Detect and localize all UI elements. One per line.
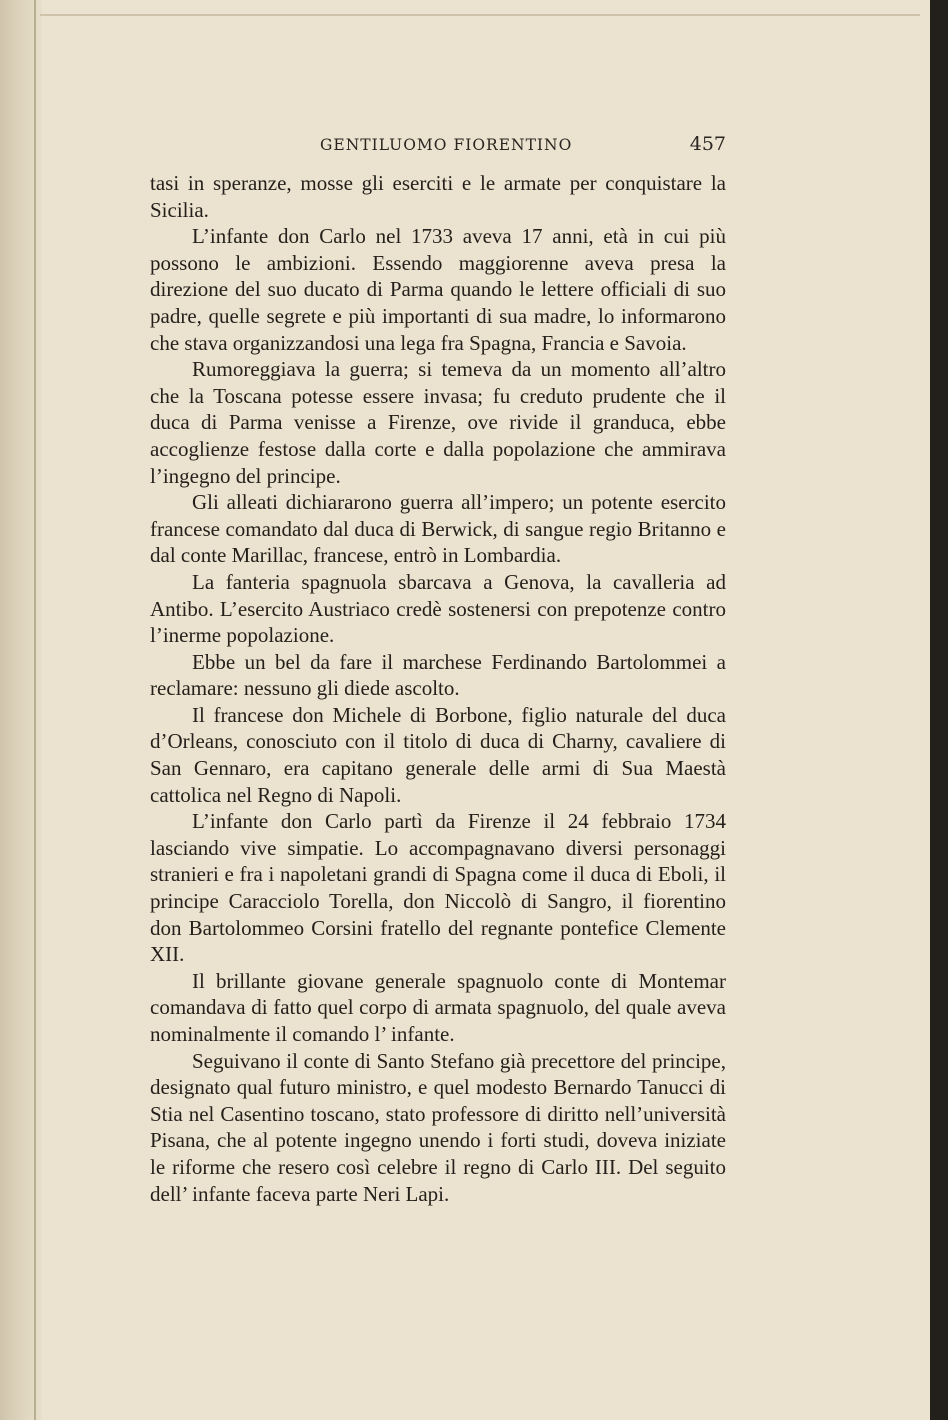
paragraph-9: Il brillante giovane generale spagnuolo conte di Montemar comandava di fatto quel corpo di armata spagnuolo, del quale aveva nominalmente il comando l’ infante. [150,968,726,1046]
page-number: 457 [689,133,726,155]
page-top-edge [40,14,920,16]
paragraph-4: Gli alleati dichiararono guerra all’impero; un potente esercito francese comandato dal duca di Berwick, di sangue regio Britanno e dal conte Marillac, francese, entrò in Lombardia. [150,490,726,568]
running-title: GENTILUOMO FIORENTINO [320,136,573,154]
paragraph-1: tasi in speranze, mosse gli eserciti e le armate per conquistare la Sicilia. [150,171,726,222]
paragraph-8: L’infante don Carlo partì da Firenze il 24 febbraio 1734 lasciando vive simpatie. Lo accompagnavano diversi personaggi stranieri e fra i napoletani grandi di Spagna come il duca di Eboli, il principe Caracciolo Torella, don Niccolò di Sangro, il fiorentino don Bartolommeo Corsini fratello del regnante pontefice Clemente XII. [150,809,726,967]
body-text [150,170,726,1207]
paragraph-10: Seguivano il conte di Santo Stefano già precettore del principe, designato qual futuro ministro, e quel modesto Bernardo Tanucci di Stia nel Casentino toscano, stato professore di diritto nell’università Pisana, che al potente ingegno unendo i forti studi, doveva iniziate le riforme che resero così celebre il regno di Carlo III. Del seguito dell’ infante faceva parte Neri Lapi. [150,1048,726,1206]
paragraph-2: L’infante don Carlo nel 1733 aveva 17 anni, età in cui più possono le ambizioni. Essendo maggiorenne aveva presa la direzione del suo ducato di Parma quando le lettere officiali di suo padre, quelle segrete e più importanti di sua madre, lo informarono che stava organizzandosi una lega fra Spagna, Francia e Savoia. [150,224,726,355]
scan-dark-edge [930,0,948,1420]
page-header [150,133,726,157]
paragraph-5: La fanteria spagnuola sbarcava a Genova, la cavalleria ad Antibo. L’esercito Austriaco credè sostenersi con prepotenze contro l’inerme popolazione. [150,569,726,648]
paragraph-6: Ebbe un bel da fare il marchese Ferdinando Bartolommei a reclamare: nessuno gli diede ascolto. [150,649,726,701]
paragraph-3: Rumoreggiava la guerra; si temeva da un momento all’altro che la Toscana potesse essere invasa; fu creduto prudente che il duca di Parma venisse a Firenze, ove rivide il granduca, ebbe accoglienze festose dalla corte e dalla popolazione che ammirava l’ingegno del principe. [150,357,726,488]
paragraph-7: Il francese don Michele di Borbone, figlio naturale del duca d’Orleans, conosciuto con il titolo di duca di Charny, cavaliere di San Gennaro, era capitano generale delle armi di Sua Maestà cattolica nel Regno di Napoli. [150,702,726,807]
